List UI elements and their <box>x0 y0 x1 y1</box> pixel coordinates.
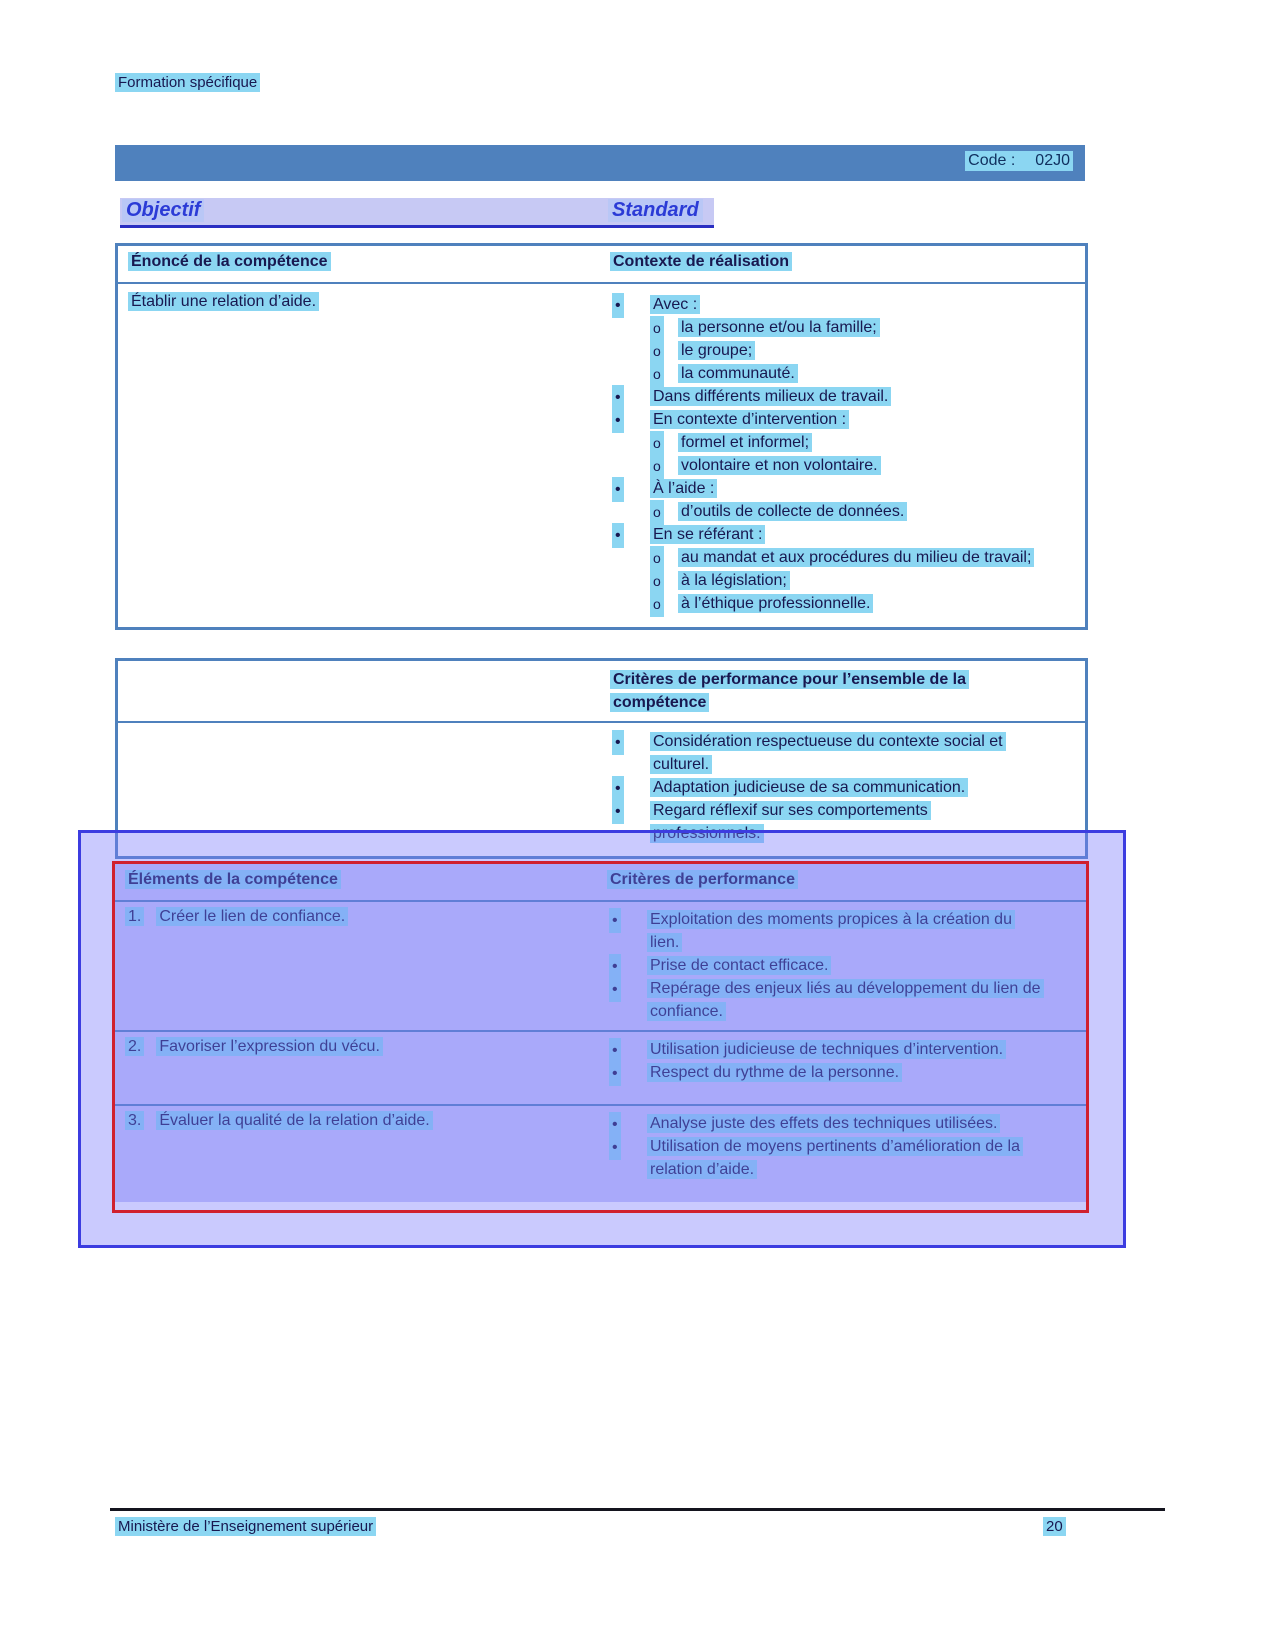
criteria-cell <box>607 1032 1086 1104</box>
list-item-text: Avec : <box>650 295 700 314</box>
criteria-item <box>610 730 1030 776</box>
list-item <box>610 523 1055 546</box>
list-subitem-text: au mandat et aux procédures du milieu de travail; <box>678 548 1034 567</box>
code-label: Code : <box>968 152 1016 169</box>
criteria-item <box>610 799 1030 845</box>
criteria-item <box>607 1112 1041 1135</box>
list-subitem <box>610 316 1055 339</box>
enonce-text: Établir une relation d’aide. <box>128 292 319 311</box>
header-cell-contexte <box>610 253 1085 282</box>
criteres-ensemble-cell <box>610 730 1085 845</box>
list-subitem-text: le groupe; <box>678 341 755 360</box>
bullet-icon: • <box>609 1061 621 1086</box>
element-text: Évaluer la qualité de la relation d’aide. <box>156 1111 432 1130</box>
section-label: Formation spécifique <box>115 73 260 92</box>
list-subitem <box>610 592 1055 615</box>
circle-bullet-icon: o <box>650 316 664 341</box>
header-cell-criteres-ensemble <box>610 668 1085 721</box>
list-subitem <box>610 546 1055 569</box>
element-cell <box>115 1032 607 1104</box>
elements-table <box>115 864 1086 1202</box>
criteria-item <box>607 1061 1041 1084</box>
circle-bullet-icon: o <box>650 546 664 571</box>
performance-criteria-header-row <box>118 661 1085 723</box>
competence-table <box>115 243 1088 630</box>
list-subitem <box>610 431 1055 454</box>
col-header-criteres: Critères de performance <box>607 870 798 889</box>
list-item-text: En contexte d’intervention : <box>650 410 849 429</box>
criteria-item-text: Repérage des enjeux liés au développement du lien de confiance. <box>647 979 1044 1021</box>
list-subitem-text: la communauté. <box>678 364 798 383</box>
list-subitem <box>610 339 1055 362</box>
competence-table-header-row <box>118 246 1085 284</box>
list-subitem-text: la personne et/ou la famille; <box>678 318 880 337</box>
list-item-text: Dans différents milieux de travail. <box>650 387 891 406</box>
bullet-icon: • <box>609 954 621 979</box>
list-subitem-text: d’outils de collecte de données. <box>678 502 907 521</box>
standard-heading: Standard <box>608 199 703 222</box>
circle-bullet-icon: o <box>650 339 664 364</box>
performance-criteria-table <box>115 658 1088 859</box>
circle-bullet-icon: o <box>650 362 664 387</box>
bullet-icon: • <box>609 1135 621 1160</box>
element-number: 2. <box>125 1037 144 1056</box>
empty-header-cell <box>118 668 610 721</box>
list-item-text: À l’aide : <box>650 479 717 498</box>
enonce-cell <box>118 293 610 615</box>
list-subitem-text: à l’éthique professionnelle. <box>678 594 873 613</box>
contexte-cell <box>610 293 1085 615</box>
elements-table-row <box>115 902 1086 1032</box>
bullet-icon: • <box>612 523 624 548</box>
element-text: Favoriser l’expression du vécu. <box>156 1037 383 1056</box>
criteria-item-text: Utilisation de moyens pertinents d’amélioration de la relation d’aide. <box>647 1137 1023 1179</box>
criteria-item <box>607 977 1041 1023</box>
list-subitem-text: formel et informel; <box>678 433 812 452</box>
element-number: 3. <box>125 1111 144 1130</box>
objectif-heading: Objectif <box>122 199 204 222</box>
criteria-item <box>607 954 1041 977</box>
circle-bullet-icon: o <box>650 454 664 479</box>
criteria-item-text: Regard réflexif sur ses comportements professionnels. <box>650 801 931 843</box>
list-subitem <box>610 362 1055 385</box>
bullet-icon: • <box>612 385 624 410</box>
title-banner <box>115 145 1085 181</box>
empty-cell <box>118 730 610 845</box>
list-subitem <box>610 500 1055 523</box>
criteria-item-text: Respect du rythme de la personne. <box>647 1063 902 1082</box>
criteria-item <box>607 1135 1041 1181</box>
element-cell <box>115 902 607 1030</box>
list-subitem-text: à la législation; <box>678 571 790 590</box>
competence-table-body <box>118 284 1085 627</box>
list-subitem <box>610 454 1055 477</box>
list-item-text: En se référant : <box>650 525 765 544</box>
criteria-cell <box>607 1106 1086 1202</box>
bullet-icon: • <box>609 1112 621 1137</box>
bullet-icon: • <box>612 477 624 502</box>
bullet-icon: • <box>612 293 624 318</box>
bullet-icon: • <box>609 977 621 1002</box>
criteria-item-text: Exploitation des moments propices à la création du lien. <box>647 910 1015 952</box>
list-item <box>610 408 1055 431</box>
criteria-item-text: Adaptation judicieuse de sa communication. <box>650 778 968 797</box>
criteria-item-text: Analyse juste des effets des techniques utilisées. <box>647 1114 1000 1133</box>
criteria-cell <box>607 902 1086 1030</box>
col-header-enonce: Énoncé de la compétence <box>128 252 331 271</box>
bullet-icon: • <box>609 1038 621 1063</box>
bullet-icon: • <box>609 908 621 933</box>
col-header-elements: Éléments de la compétence <box>125 870 341 889</box>
elements-table-row <box>115 1032 1086 1106</box>
code-badge <box>965 151 1073 171</box>
col-header-contexte: Contexte de réalisation <box>610 252 792 271</box>
list-subitem <box>610 569 1055 592</box>
footer-rule <box>110 1508 1165 1511</box>
criteria-item <box>610 776 1030 799</box>
element-cell <box>115 1106 607 1202</box>
footer-page-number: 20 <box>1043 1517 1066 1536</box>
footer-ministry-label: Ministère de l’Enseignement supérieur <box>115 1517 376 1536</box>
element-number: 1. <box>125 907 144 926</box>
elements-table-row <box>115 1106 1086 1202</box>
circle-bullet-icon: o <box>650 500 664 525</box>
circle-bullet-icon: o <box>650 592 664 617</box>
criteres-ensemble-header-text: Critères de performance pour l’ensemble de la compétence <box>610 670 969 712</box>
circle-bullet-icon: o <box>650 431 664 456</box>
code-value: 02J0 <box>1035 152 1070 169</box>
criteria-item-text: Utilisation judicieuse de techniques d’intervention. <box>647 1040 1006 1059</box>
header-cell-criteres <box>607 871 1086 900</box>
criteria-item <box>607 1038 1041 1061</box>
header-cell-elements <box>115 871 607 900</box>
element-text: Créer le lien de confiance. <box>156 907 348 926</box>
list-item <box>610 385 1055 408</box>
bullet-icon: • <box>612 730 624 755</box>
elements-table-header-row <box>115 864 1086 902</box>
list-item <box>610 293 1055 316</box>
bullet-icon: • <box>612 799 624 824</box>
performance-criteria-body <box>118 723 1085 856</box>
criteria-item-text: Considération respectueuse du contexte social et culturel. <box>650 732 1006 774</box>
objective-standard-band <box>120 198 714 228</box>
list-item <box>610 477 1055 500</box>
bullet-icon: • <box>612 408 624 433</box>
header-cell-enonce <box>118 253 610 282</box>
criteria-item-text: Prise de contact efficace. <box>647 956 831 975</box>
circle-bullet-icon: o <box>650 569 664 594</box>
bullet-icon: • <box>612 776 624 801</box>
criteria-item <box>607 908 1041 954</box>
list-subitem-text: volontaire et non volontaire. <box>678 456 881 475</box>
